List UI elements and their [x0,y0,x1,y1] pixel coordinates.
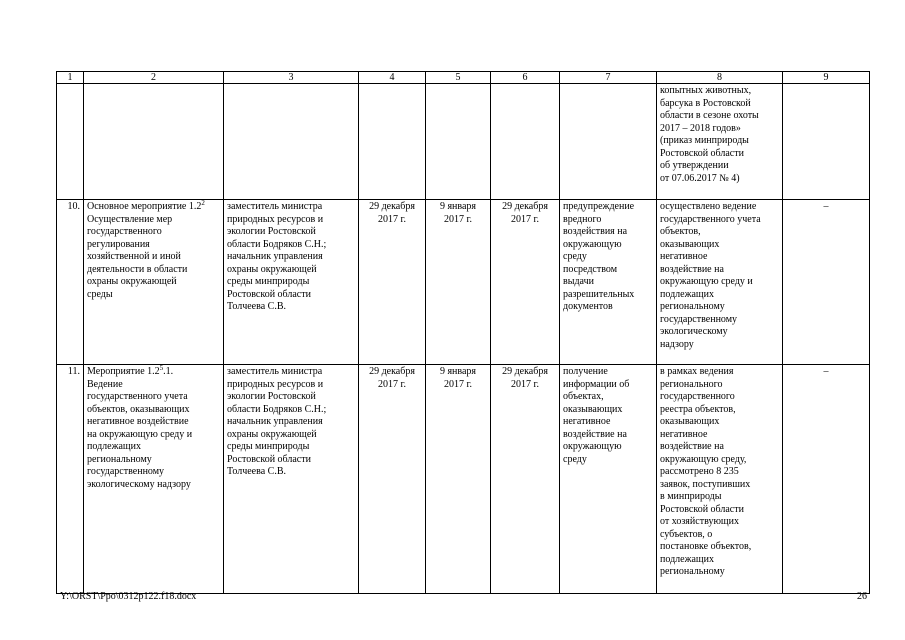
column-number: 6 [491,72,560,84]
column-number: 9 [783,72,870,84]
cell-responsible: заместитель министра природных ресурсов и экологии Ростовской области Бодряков С.Н.; начальник управления охраны окружающей среды минприроды Ростовской области Толчеева С.В. [224,200,359,365]
activity-title-start: Основное мероприятие 1.2 [87,201,202,212]
cell-achieved-result: осуществлено ведение государственного учета объектов, оказывающих негативное воздействие на окружающую среду и подлежащих региональному государственному экологическому надзору [657,200,783,365]
table-row-continuation [57,84,870,200]
activity-title-start: Мероприятие 1.2 [87,366,160,377]
cell-plan-start-date: 29 декабря 2017 г. [359,200,426,365]
cell-empty [560,84,657,200]
cell-activity-name [84,365,224,594]
cell-achieved-result: копытных животных, барсука в Ростовской области в сезоне охоты 2017 – 2018 годов» (приказ минприроды Ростовской области об утверждении от 07.06.2017 № 4) [657,84,783,200]
cell-expected-result: получение информации об объектах, оказывающих негативное воздействие на окружающую среду [560,365,657,594]
activity-title-rest: Осуществление мер государственного регулирования хозяйственной и иной деятельности в области охраны окружающей среды [87,213,188,300]
cell-row-number: 10. [57,200,84,365]
cell-expected-result: предупреждение вредного воздействия на окружающую среду посредством выдачи разрешительных документов [560,200,657,365]
cell-achieved-result: в рамках ведения регионального государственного реестра объектов, оказывающих негативное воздействие на окружающую среду, рассмотрено 8 235 заявок, поступивших в минприроды Ростовской области от хозяйствующих субъектов, о постановке объектов, подлежащих региональному [657,365,783,594]
column-number: 8 [657,72,783,84]
footer-file-path: Y:\ORST\Ppo\0312p122.f18.docx [60,591,197,602]
report-table [56,71,870,594]
cell-empty [84,84,224,200]
cell-plan-start-date: 29 декабря 2017 г. [359,365,426,594]
cell-actual-start-date: 9 января 2017 г. [426,365,491,594]
footnote-mark: 5 [159,364,164,372]
column-number: 4 [359,72,426,84]
cell-problems: – [783,200,870,365]
cell-end-date: 29 декабря 2017 г. [491,200,560,365]
column-number: 2 [84,72,224,84]
column-number-row [57,72,870,84]
cell-empty [359,84,426,200]
cell-row-number: 11. [57,365,84,594]
footnote-mark: 2 [201,199,205,207]
cell-empty [426,84,491,200]
table-row-11 [57,365,870,594]
cell-actual-start-date: 9 января 2017 г. [426,200,491,365]
cell-empty [224,84,359,200]
cell-activity-name [84,200,224,365]
footer-page-number: 26 [857,591,867,602]
column-number: 5 [426,72,491,84]
table-row-10 [57,200,870,365]
column-number: 3 [224,72,359,84]
activity-title-rest: .1. Ведение государственного учета объектов, оказывающих негативное воздействие на окружающую среду и подлежащих региональному государственному экологическому надзору [87,366,193,490]
column-number: 7 [560,72,657,84]
cell-responsible: заместитель министра природных ресурсов и экологии Ростовской области Бодряков С.Н.; начальник управления охраны окружающей среды минприроды Ростовской области Толчеева С.В. [224,365,359,594]
cell-end-date: 29 декабря 2017 г. [491,365,560,594]
cell-empty [57,84,84,200]
cell-empty [783,84,870,200]
cell-problems: – [783,365,870,594]
column-number: 1 [57,72,84,84]
cell-empty [491,84,560,200]
